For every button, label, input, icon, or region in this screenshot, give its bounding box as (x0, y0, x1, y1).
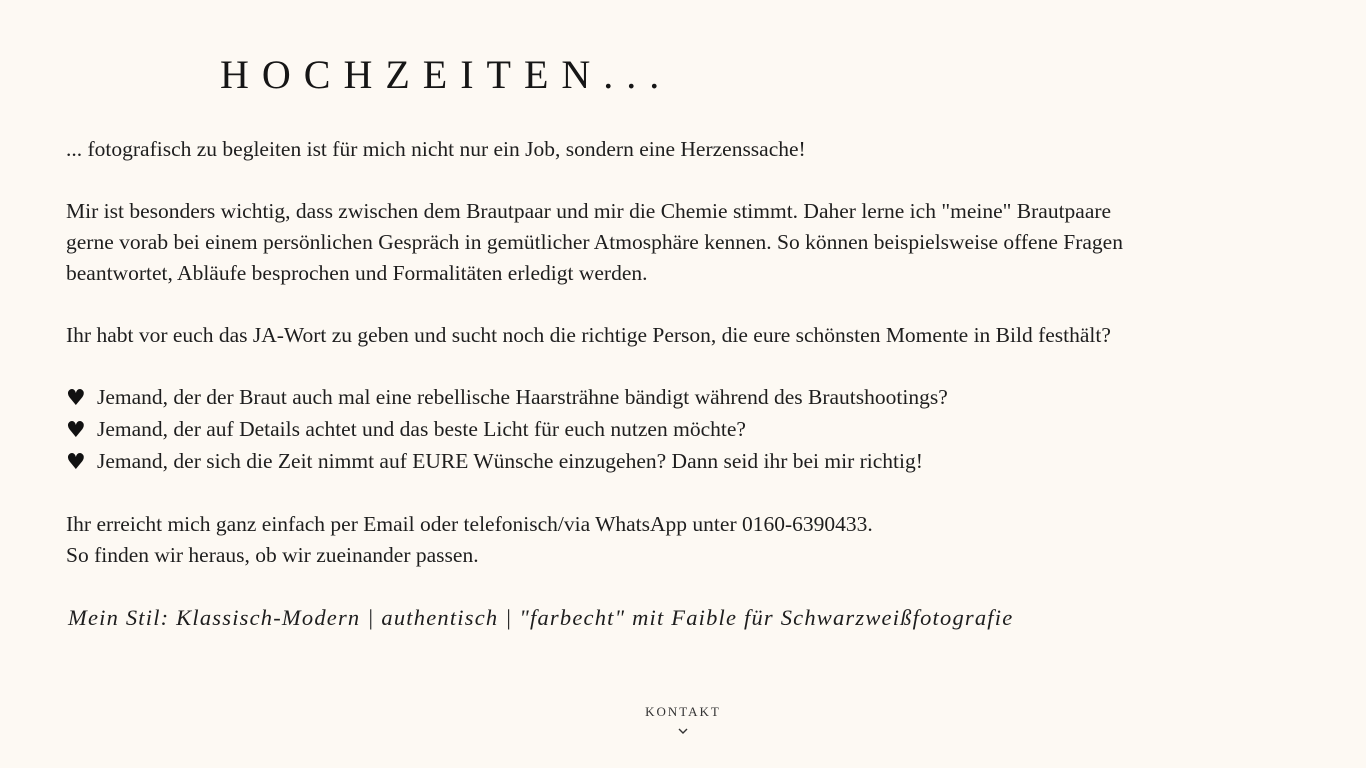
main-content (66, 134, 1306, 664)
list-item-text: Jemand, der der Braut auch mal eine rebellische Haarsträhne bändigt während des Brautshootings? (97, 385, 948, 409)
style-statement: Mein Stil: Klassisch-Modern | authentisch | "farbecht" mit Faible für Schwarzweißfotografie (68, 605, 1014, 630)
chemistry-line: gerne vorab bei einem persönlichen Gespräch in gemütlicher Atmosphäre kennen. So können beispielsweise offene Fragen (66, 230, 1123, 254)
heart-icon: ♥ (66, 450, 86, 475)
list-item-text: Jemand, der auf Details achtet und das beste Licht für euch nutzen möchte? (97, 417, 746, 441)
list-item-text: Jemand, der sich die Zeit nimmt auf EURE Wünsche einzugehen? Dann seid ihr bei mir richtig! (97, 449, 923, 473)
contact-link[interactable] (0, 703, 1366, 736)
heart-icon: ♥ (66, 386, 86, 411)
contact-label[interactable]: KONTAKT (645, 704, 721, 719)
page-title: HOCHZEITEN... (220, 52, 673, 97)
contact-paragraph (66, 509, 1306, 571)
intro-text: ... fotografisch zu begleiten ist für mich nicht nur ein Job, sondern eine Herzenssache! (66, 137, 806, 161)
bullet-list (66, 382, 1306, 478)
chemistry-paragraph (66, 196, 1306, 289)
heart-icon: ♥ (66, 418, 86, 443)
chemistry-line: Mir ist besonders wichtig, dass zwischen dem Brautpaar und mir die Chemie stimmt. Daher lerne ich "meine" Brautpaare (66, 199, 1112, 223)
list-item (66, 382, 1306, 414)
chevron-down-icon[interactable] (677, 726, 689, 736)
contact-line: So finden wir heraus, ob wir zueinander passen. (66, 543, 479, 567)
contact-line: Ihr erreicht mich ganz einfach per Email oder telefonisch/via WhatsApp unter 0160-6390433. (66, 512, 873, 536)
question-text: Ihr habt vor euch das JA-Wort zu geben und sucht noch die richtige Person, die eure schönsten Momente in Bild festhält? (66, 323, 1111, 347)
chemistry-line: beantwortet, Abläufe besprochen und Formalitäten erledigt werden. (66, 261, 648, 285)
list-item (66, 414, 1306, 446)
list-item (66, 446, 1306, 478)
